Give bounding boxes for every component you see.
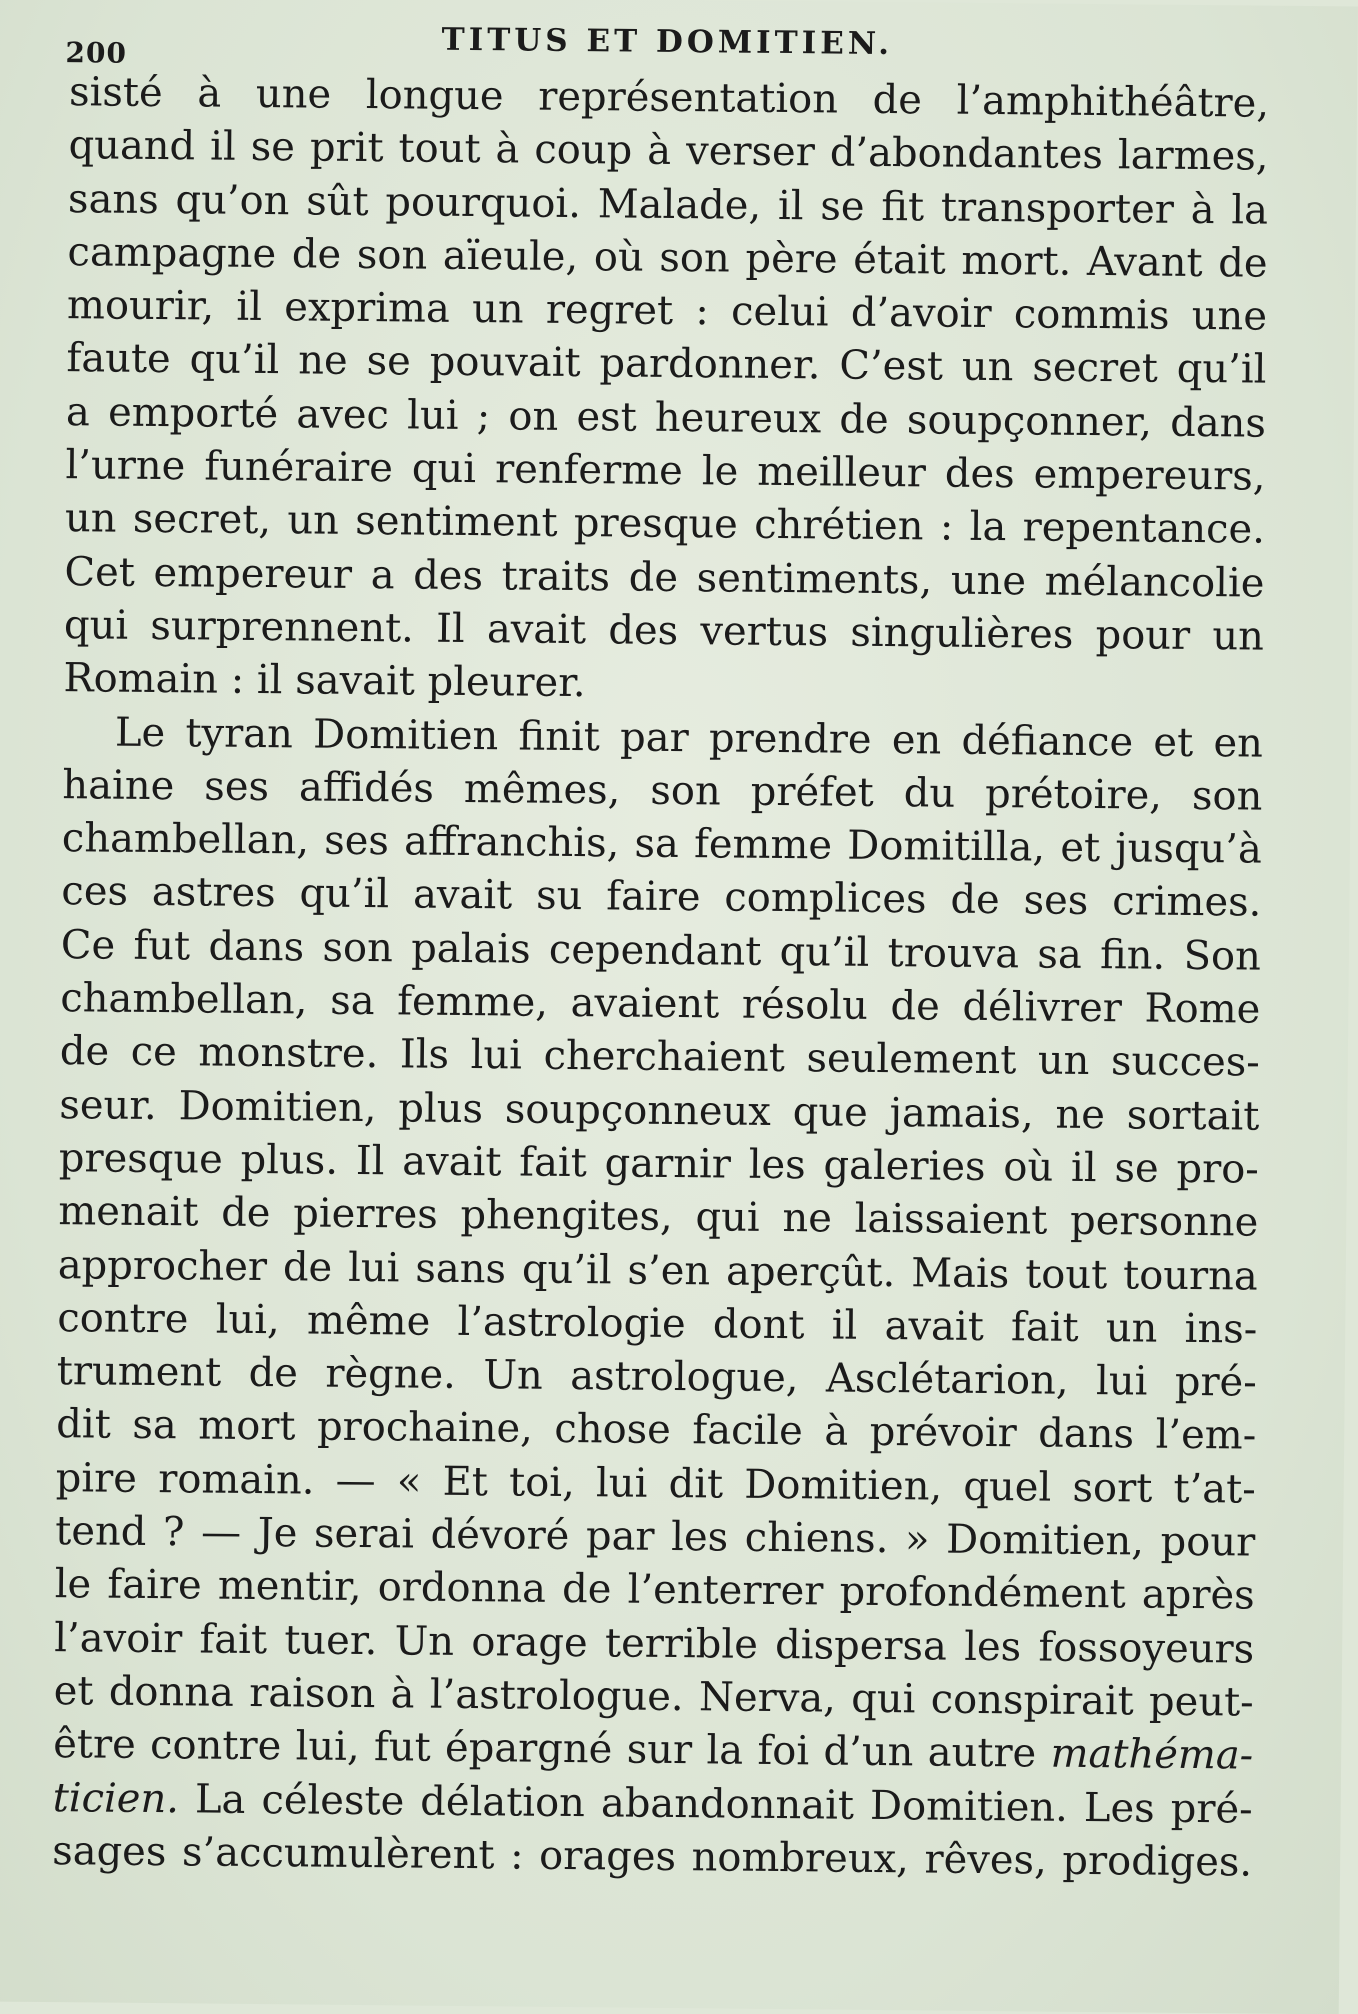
text-line: contre lui, même l’astrologie dont il avait fait un ins- — [57, 1294, 1258, 1353]
text-line: Ce fut dans son palais cependant qu’il trouva sa fin. Son — [60, 921, 1262, 980]
text-line: pire romain. — « Et toi, lui dit Domitien, quel sort t’at- — [55, 1454, 1256, 1513]
text-line: le faire mentir, ordonna de l’enterrer profondément après — [54, 1561, 1255, 1619]
text-line: chambellan, ses affranchis, sa femme Domitilla, et jusqu’à — [61, 815, 1263, 873]
text-line: Cet empereur a des traits de sentiments, une mélancolie — [64, 548, 1265, 607]
text-line: campagne de son aïeule, où son père était mort. Avant de — [67, 229, 1268, 287]
italic-word: ticien. — [52, 1774, 180, 1822]
page-number: 200 — [65, 36, 128, 70]
body-text — [52, 66, 1269, 1890]
text-line: dit sa mort prochaine, chose facile à prévoir dans l’em- — [56, 1401, 1257, 1460]
text-line: faute qu’il ne se pouvait pardonner. C’est un secret qu’il — [66, 335, 1267, 394]
text-line: l’avoir fait tuer. Un orage terrible dispersa les fossoyeurs — [54, 1614, 1255, 1673]
text-line: Romain : il savait pleurer. — [63, 655, 586, 707]
text-run: La céleste délation abandonnait Domitien. Les pré- — [194, 1775, 1253, 1833]
text-run: être contre lui, fut épargné sur la foi d’un autre — [53, 1721, 1037, 1777]
text-line: seur. Domitien, plus soupçonneux que jamais, ne sortait — [59, 1081, 1260, 1140]
text-line: un secret, un sentiment presque chrétien : la repentance. — [64, 495, 1266, 554]
text-line: quand il se prit tout à coup à verser d’abondantes larmes, — [68, 122, 1269, 180]
text-line: a emporté avec lui ; on est heureux de soupçonner, dans — [65, 388, 1267, 447]
text-line: mourir, il exprima un regret : celui d’avoir commis une — [66, 282, 1268, 340]
text-line: Le tyran Domitien finit par prendre en défiance et en — [114, 709, 1264, 767]
running-title: TITUS ET DOMITIEN. — [441, 21, 894, 63]
text-line: sisté à une longue représentation de l’amphithéâtre, — [68, 69, 1270, 127]
text-line: tend ? — Je serai dévoré par les chiens. » Domitien, pour — [55, 1508, 1256, 1566]
text-line: et donna raison à l’astrologue. Nerva, qui conspirait peut- — [53, 1667, 1254, 1726]
text-line: presque plus. Il avait fait garnir les galeries où il se pro- — [58, 1135, 1260, 1193]
text-line: l’urne funéraire qui renferme le meilleur des empereurs, — [65, 442, 1266, 500]
text-line: approcher de lui sans qu’il s’en aperçût. Mais tout tourna — [57, 1241, 1258, 1300]
text-line: sans qu’on sût pourquoi. Malade, il se fit transporter à la — [67, 175, 1269, 234]
text-line: haine ses affidés mêmes, son préfet du prétoire, son — [62, 761, 1263, 820]
text-line: sages s’accumulèrent : orages nombreux, rêves, prodiges. — [51, 1827, 1253, 1886]
text-line: trument de règne. Un astrologue, Asclétarion, lui pré- — [56, 1348, 1257, 1406]
text-line: ces astres qu’il avait su faire complices de ses crimes. — [61, 868, 1262, 927]
text-line: menait de pierres phengites, qui ne laissaient personne — [58, 1188, 1259, 1246]
italic-word: mathéma- — [1050, 1730, 1254, 1779]
text-line: de ce monstre. Ils lui cherchaient seulement un succes- — [59, 1028, 1261, 1086]
text-line: qui surprennent. Il avait des vertus singulières pour un — [63, 602, 1265, 660]
text-line: chambellan, sa femme, avaient résolu de délivrer Rome — [60, 975, 1261, 1033]
